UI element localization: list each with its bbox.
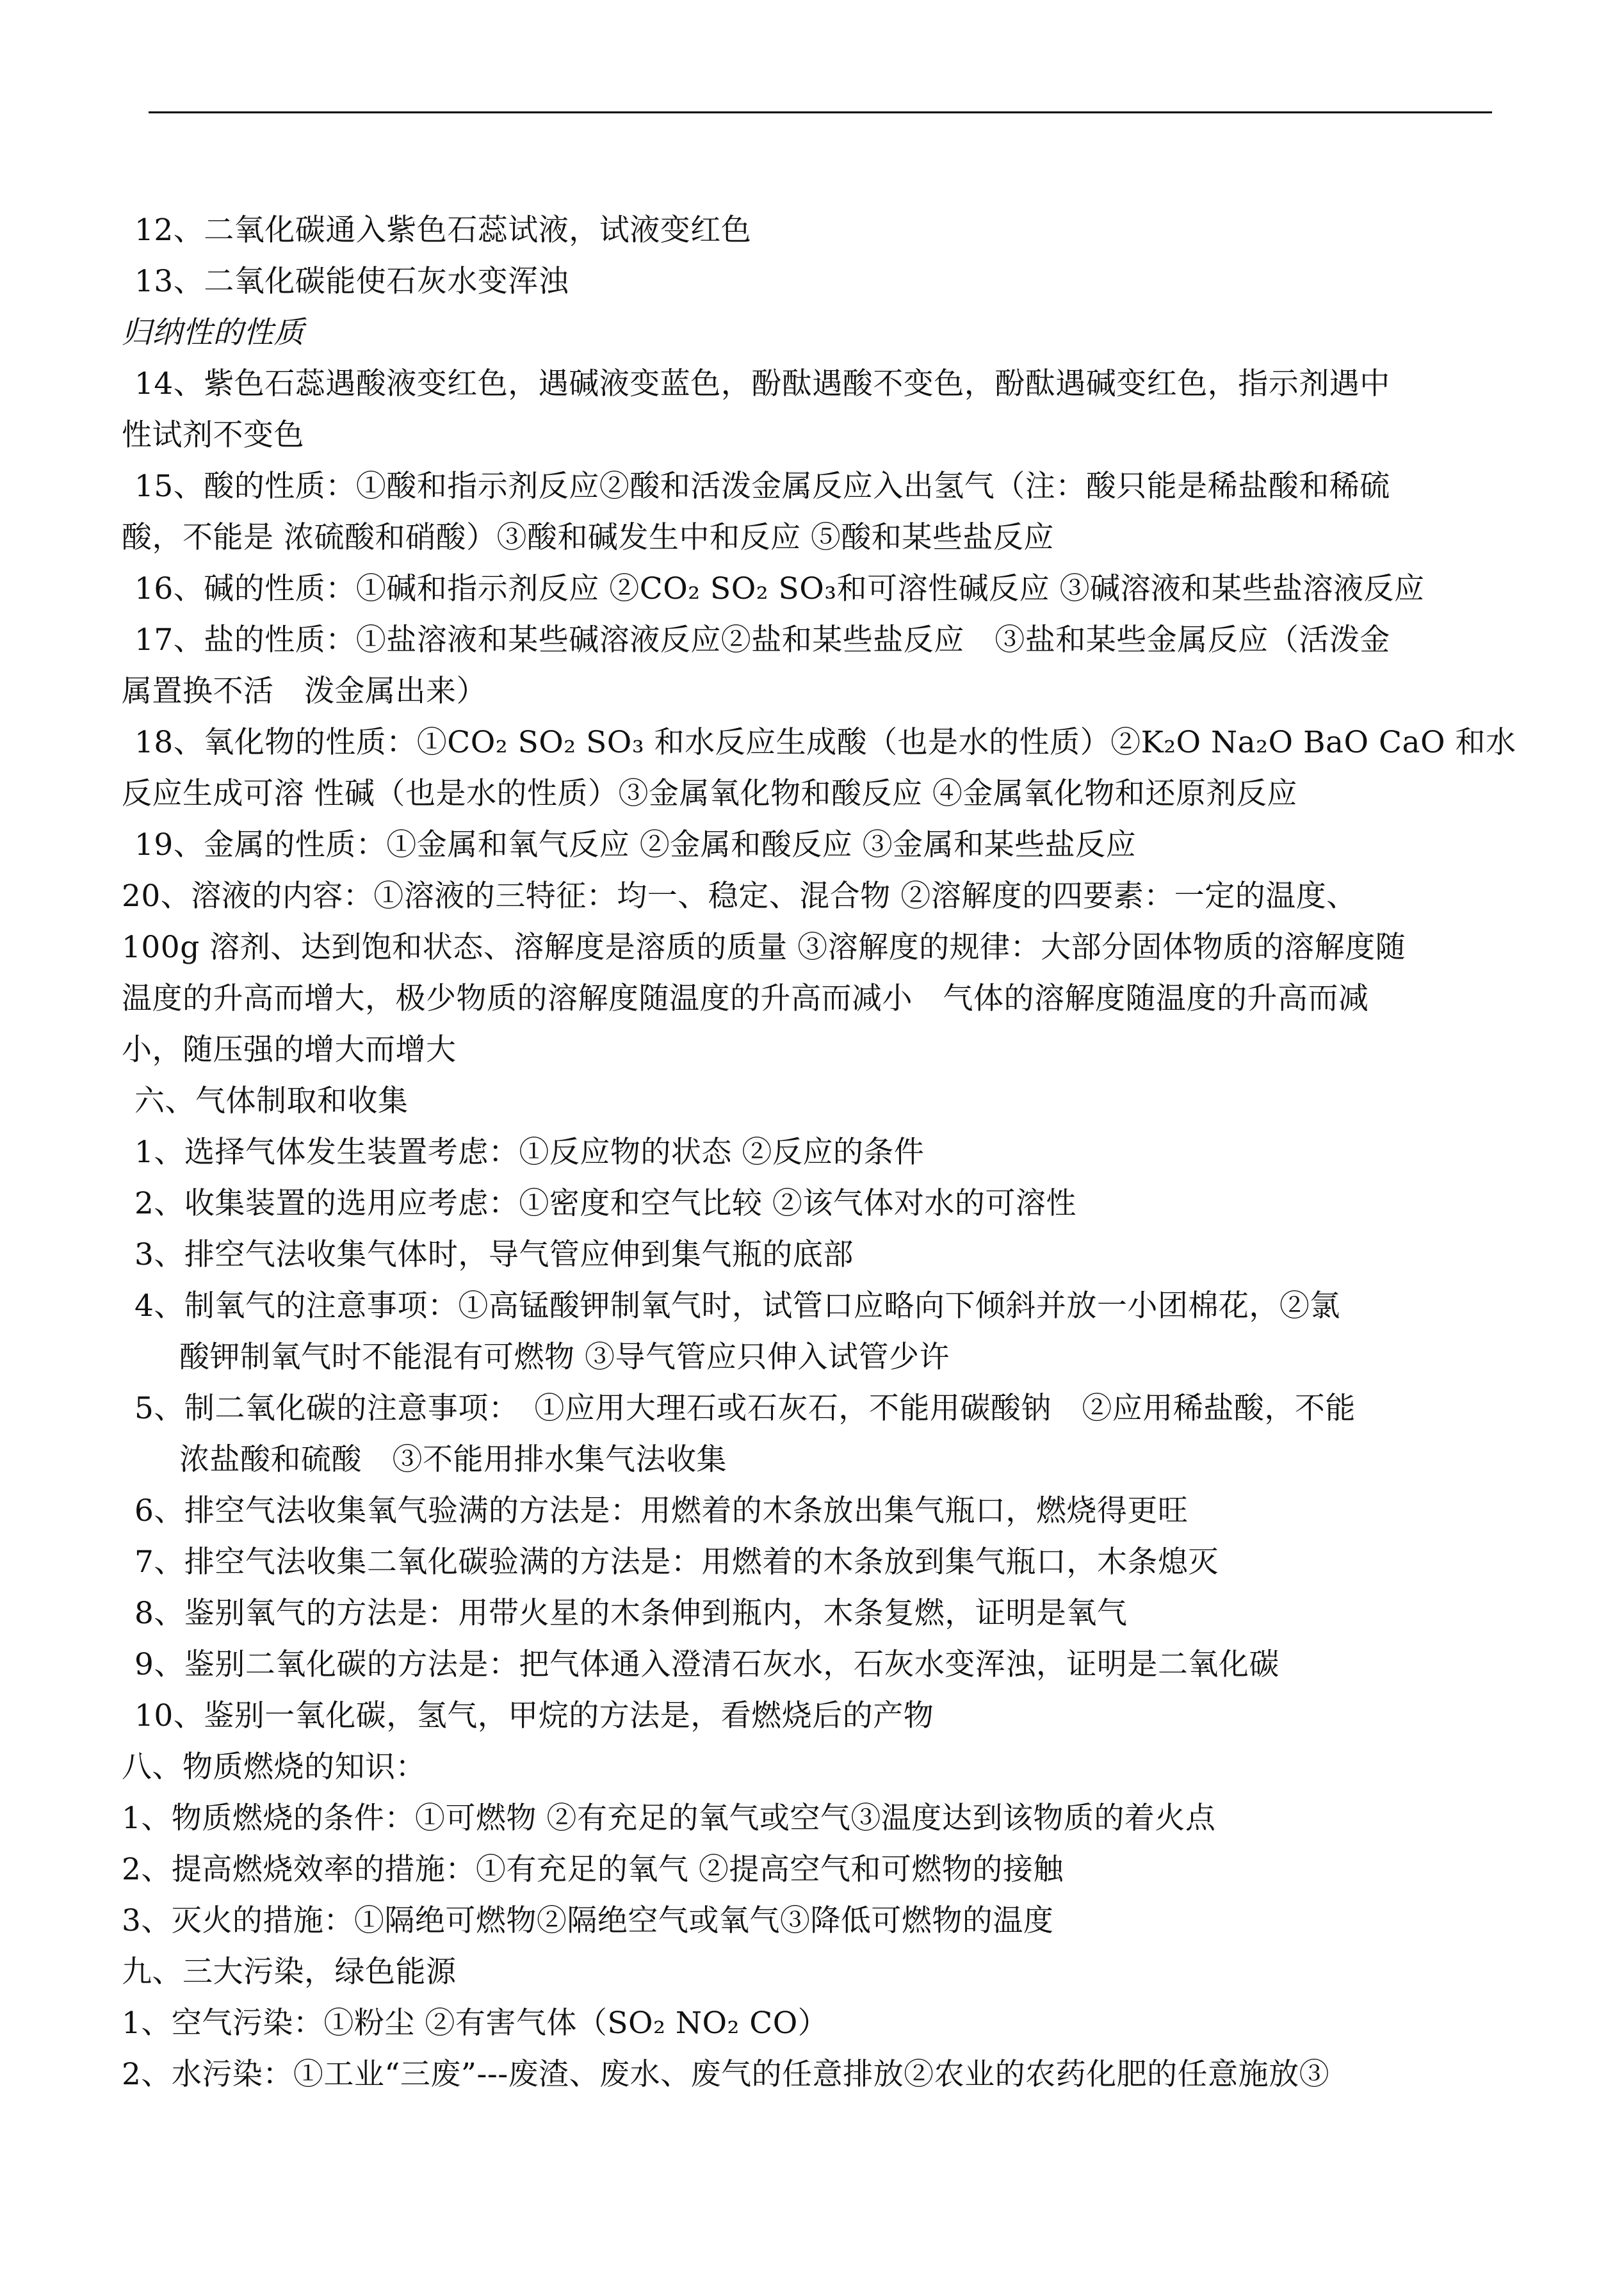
text-line: 1、空气污染：①粉尘 ②有害气体（SO₂ NO₂ CO） [122,2006,829,2041]
text-line: 100g 溶剂、达到饱和状态、溶解度是溶质的质量 ③溶解度的规律：大部分固体物质的溶解度随 [122,930,1406,965]
text-line: 1、物质燃烧的条件：①可燃物 ②有充足的氧气或空气③温度达到该物质的着火点 [122,1801,1216,1836]
section-heading: 归纳性的性质 [122,315,304,350]
text-line: 5、制二氧化碳的注意事项： ①应用大理石或石灰石，不能用碳酸钠 ②应用稀盐酸，不能 [134,1391,1356,1426]
text-line: 10、鉴别一氧化碳，氢气，甲烷的方法是，看燃烧后的产物 [134,1698,934,1733]
text-line: 2、收集装置的选用应考虑：①密度和空气比较 ②该气体对水的可溶性 [134,1186,1076,1221]
text-line: 3、排空气法收集气体时，导气管应伸到集气瓶的底部 [134,1237,854,1272]
text-line: 12、二氧化碳通入紫色石蕊试液，试液变红色 [134,213,752,248]
text-line: 酸钾制氧气时不能混有可燃物 ③导气管应只伸入试管少许 [179,1340,950,1375]
text-line: 反应生成可溶 性碱（也是水的性质）③金属氧化物和酸反应 ④金属氧化物和还原剂反应 [122,776,1297,811]
text-line: 温度的升高而增大，极少物质的溶解度随温度的升高而减小 气体的溶解度随温度的升高而减 [122,981,1369,1016]
text-line: 小，随压强的增大而增大 [122,1032,457,1067]
text-line: 19、金属的性质：①金属和氧气反应 ②金属和酸反应 ③金属和某些盐反应 [134,827,1137,863]
text-line: 18、氧化物的性质：①CO₂ SO₂ SO₃ 和水反应生成酸（也是水的性质）②K₂O Na₂O BaO CaO 和水 [134,725,1516,760]
text-line: 17、盐的性质：①盐溶液和某些碱溶液反应②盐和某些盐反应 ③盐和某些金属反应（活泼金 [134,622,1390,658]
text-line: 8、鉴别氧气的方法是：用带火星的木条伸到瓶内，木条复燃，证明是氧气 [134,1596,1128,1631]
document-body [122,205,1516,2100]
text-line: 1、选择气体发生装置考虑：①反应物的状态 ②反应的条件 [134,1135,925,1170]
text-line: 14、紫色石蕊遇酸液变红色，遇碱液变蓝色，酚酞遇酸不变色，酚酞遇碱变红色，指示剂遇中 [134,366,1390,401]
text-line: 4、制氧气的注意事项：①高锰酸钾制氧气时，试管口应略向下倾斜并放一小团棉花，②氯 [134,1288,1340,1324]
section-heading: 六、气体制取和收集 [134,1083,409,1119]
section-heading: 九、三大污染，绿色能源 [122,1954,457,1990]
text-line: 16、碱的性质：①碱和指示剂反应 ②CO₂ SO₂ SO₃和可溶性碱反应 ③碱溶液和某些盐溶液反应 [134,571,1425,606]
text-line: 9、鉴别二氧化碳的方法是：把气体通入澄清石灰水，石灰水变浑浊，证明是二氧化碳 [134,1647,1279,1682]
text-line: 性试剂不变色 [122,418,304,453]
text-line: 2、提高燃烧效率的措施：①有充足的氧气 ②提高空气和可燃物的接触 [122,1852,1064,1887]
section-heading: 八、物质燃烧的知识： [122,1749,426,1785]
text-line: 7、排空气法收集二氧化碳验满的方法是：用燃着的木条放到集气瓶口，木条熄灭 [134,1545,1219,1580]
text-line: 13、二氧化碳能使石灰水变浑浊 [134,264,569,299]
header-rule [149,111,1492,113]
text-line: 浓盐酸和硫酸 ③不能用排水集气法收集 [179,1442,727,1477]
text-line: 属置换不活 泼金属出来） [122,674,487,709]
text-line: 3、灭火的措施：①隔绝可燃物②隔绝空气或氧气③降低可燃物的温度 [122,1903,1054,1938]
text-line: 6、排空气法收集氧气验满的方法是：用燃着的木条放出集气瓶口，燃烧得更旺 [134,1493,1189,1529]
text-line: 2、水污染：①工业“三废”---废渣、废水、废气的任意排放②农业的农药化肥的任意施放③ [122,2057,1330,2092]
text-line: 15、酸的性质：①酸和指示剂反应②酸和活泼金属反应入出氢气（注：酸只能是稀盐酸和稀硫 [134,469,1390,504]
text-line: 20、溶液的内容：①溶液的三特征：均一、稳定、混合物 ②溶解度的四要素：一定的温度、 [122,879,1357,914]
text-line: 酸，不能是 浓硫酸和硝酸）③酸和碱发生中和反应 ⑤酸和某些盐反应 [122,520,1054,555]
